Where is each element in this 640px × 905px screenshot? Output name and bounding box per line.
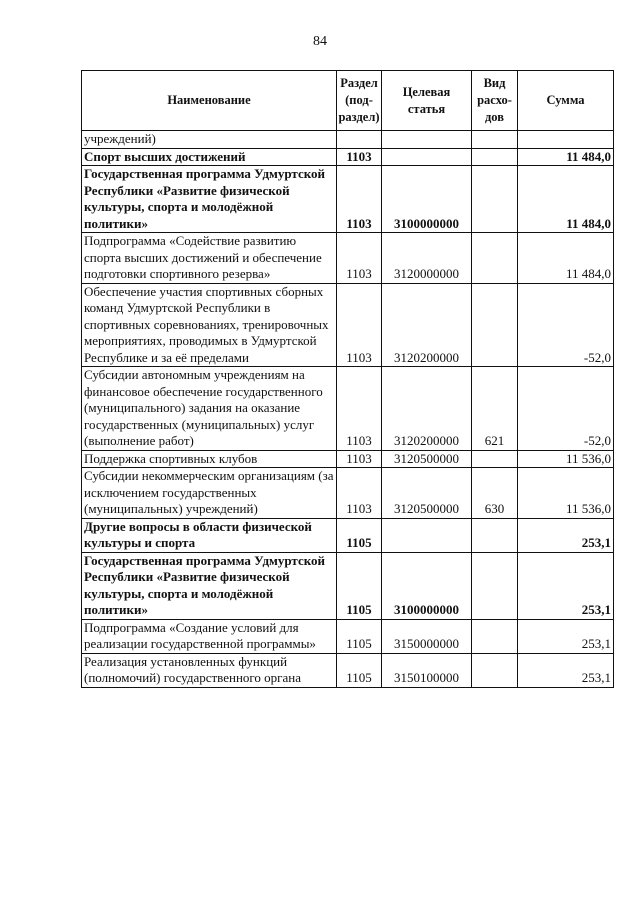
cell-name: Поддержка спортивных клубов <box>82 450 337 468</box>
page-number: 84 <box>313 34 327 49</box>
cell-name: Обеспечение участия спортивных сборных команд Удмуртской Республики в спортивных соревнованиях, тренировочных мероприятиях, проводимых в Удмуртской Республике и за её пределами <box>82 283 337 367</box>
cell-target <box>382 131 472 149</box>
cell-target <box>382 148 472 166</box>
header-target: Целевая статья <box>382 71 472 131</box>
table-row <box>82 552 614 619</box>
cell-target: 3120200000 <box>382 367 472 451</box>
cell-name: Субсидии некоммерческим организациям (за исключением государственных (муниципальных) учреждений) <box>82 468 337 519</box>
table-row <box>82 653 614 687</box>
cell-target: 3120500000 <box>382 468 472 519</box>
cell-name: Реализация установленных функций (полномочий) государственного органа <box>82 653 337 687</box>
cell-kind <box>472 518 518 552</box>
cell-section <box>337 131 382 149</box>
cell-name: Подпрограмма «Создание условий для реализации государственной программы» <box>82 619 337 653</box>
cell-name: Другие вопросы в области физической культуры и спорта <box>82 518 337 552</box>
cell-amount: 11 484,0 <box>518 233 614 284</box>
cell-section: 1103 <box>337 283 382 367</box>
cell-name: Государственная программа Удмуртской Республики «Развитие физической культуры, спорта и молодёжной политики» <box>82 166 337 233</box>
cell-section: 1103 <box>337 148 382 166</box>
table-body <box>82 131 614 688</box>
cell-kind: 630 <box>472 468 518 519</box>
cell-kind <box>472 653 518 687</box>
table-header-row <box>82 71 614 131</box>
cell-section: 1103 <box>337 468 382 519</box>
cell-kind: 621 <box>472 367 518 451</box>
cell-amount: 253,1 <box>518 619 614 653</box>
cell-section: 1105 <box>337 518 382 552</box>
header-kind: Вид расхо-дов <box>472 71 518 131</box>
table-row <box>82 619 614 653</box>
cell-name: Государственная программа Удмуртской Республики «Развитие физической культуры, спорта и молодёжной политики» <box>82 552 337 619</box>
cell-amount: 11 536,0 <box>518 450 614 468</box>
cell-section: 1103 <box>337 166 382 233</box>
cell-amount: 253,1 <box>518 518 614 552</box>
cell-target: 3120000000 <box>382 233 472 284</box>
table-row <box>82 148 614 166</box>
header-amount: Сумма <box>518 71 614 131</box>
table-row <box>82 233 614 284</box>
cell-section: 1103 <box>337 367 382 451</box>
cell-section: 1103 <box>337 233 382 284</box>
cell-name: Подпрограмма «Содействие развитию спорта высших достижений и обеспечение подготовки спортивного резерва» <box>82 233 337 284</box>
cell-kind <box>472 283 518 367</box>
table-row <box>82 283 614 367</box>
cell-kind <box>472 131 518 149</box>
cell-kind <box>472 148 518 166</box>
cell-target: 3120500000 <box>382 450 472 468</box>
cell-kind <box>472 233 518 284</box>
cell-target: 3150100000 <box>382 653 472 687</box>
cell-amount: 11 484,0 <box>518 166 614 233</box>
cell-amount: 253,1 <box>518 653 614 687</box>
cell-target: 3100000000 <box>382 552 472 619</box>
table-row <box>82 131 614 149</box>
cell-kind <box>472 619 518 653</box>
cell-kind <box>472 552 518 619</box>
cell-name: Спорт высших достижений <box>82 148 337 166</box>
cell-amount: -52,0 <box>518 283 614 367</box>
header-section: Раздел (под-раздел) <box>337 71 382 131</box>
table-row <box>82 518 614 552</box>
cell-amount <box>518 131 614 149</box>
cell-section: 1105 <box>337 552 382 619</box>
table-row <box>82 367 614 451</box>
cell-section: 1105 <box>337 619 382 653</box>
cell-amount: 253,1 <box>518 552 614 619</box>
cell-kind <box>472 450 518 468</box>
cell-amount: 11 484,0 <box>518 148 614 166</box>
cell-target: 3100000000 <box>382 166 472 233</box>
cell-section: 1105 <box>337 653 382 687</box>
cell-name: Субсидии автономным учреждениям на финансовое обеспечение государственного (муниципального) задания на оказание государственных (муниципальных) услуг (выполнение работ) <box>82 367 337 451</box>
cell-name: учреждений) <box>82 131 337 149</box>
cell-target: 3150000000 <box>382 619 472 653</box>
cell-target <box>382 518 472 552</box>
budget-table <box>81 70 614 688</box>
table-row <box>82 468 614 519</box>
cell-kind <box>472 166 518 233</box>
cell-amount: -52,0 <box>518 367 614 451</box>
table-row <box>82 166 614 233</box>
table-row <box>82 450 614 468</box>
cell-amount: 11 536,0 <box>518 468 614 519</box>
cell-section: 1103 <box>337 450 382 468</box>
header-name: Наименование <box>82 71 337 131</box>
cell-target: 3120200000 <box>382 283 472 367</box>
